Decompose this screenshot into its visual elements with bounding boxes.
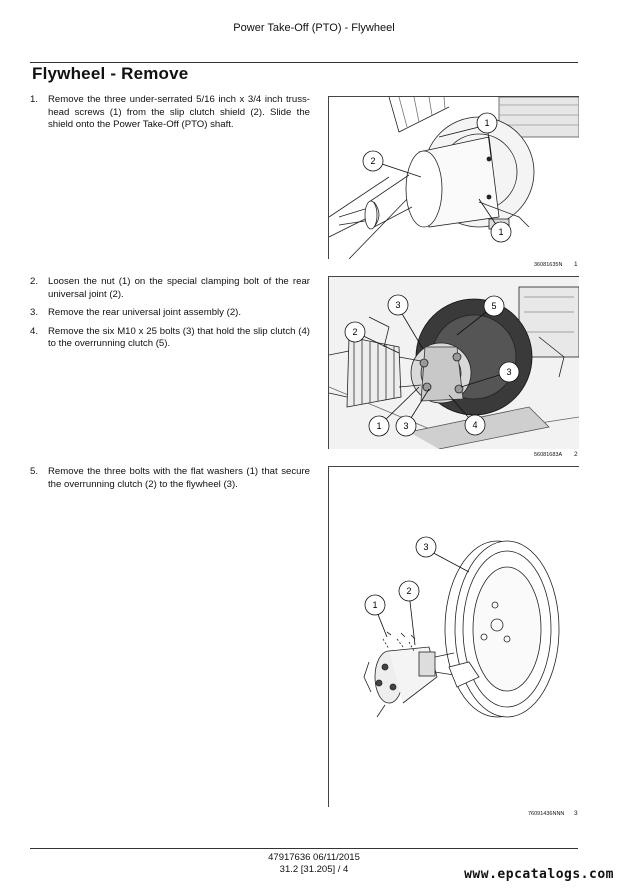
- figure-2-callout: 1: [376, 421, 382, 431]
- step-text: Remove the six M10 x 25 bolts (3) that hold the slip clutch (4) to the overrunning clutch (5).: [48, 325, 310, 349]
- figure-1-number: 1: [574, 261, 578, 268]
- figure-2-number: 2: [574, 451, 578, 458]
- step-text: Remove the three under-serrated 5/16 inch x 3/4 inch truss-head screws (1) from the slip clutch shield (2). Slide the shield onto the Power Take-Off (PTO) shaft.: [48, 94, 310, 130]
- step-group-3: [30, 466, 310, 497]
- figure-1-callout: 1: [484, 118, 490, 128]
- figure-3-callout: 3: [423, 542, 429, 552]
- figure-1-callout: 1: [498, 227, 504, 237]
- footer-doc-ref: 47917636 06/11/2015: [268, 852, 360, 863]
- figure-2: [328, 276, 579, 449]
- step-number: 1.: [30, 94, 39, 105]
- figure-1-callout: 2: [370, 156, 376, 166]
- figure-2-code: 56081683A: [534, 452, 563, 458]
- running-header: Power Take-Off (PTO) - Flywheel: [233, 22, 395, 34]
- watermark: www.epcatalogs.com: [464, 867, 614, 882]
- figure-2-callout: 3: [506, 367, 512, 377]
- header-rule: [30, 62, 578, 63]
- figure-2-callout: 2: [352, 327, 358, 337]
- step-text: Loosen the nut (1) on the special clamping bolt of the rear universal joint (2).: [48, 276, 310, 300]
- step-number: 2.: [30, 276, 39, 287]
- figure-2-callout: 4: [472, 420, 478, 430]
- step-group-1: [30, 94, 310, 138]
- figure-3-callout: 2: [406, 586, 412, 596]
- figure-1-code: 36081635N: [534, 262, 563, 268]
- step-item: [30, 276, 310, 301]
- step-number: 4.: [30, 325, 39, 337]
- step-item: [30, 307, 310, 320]
- footer-rule: [30, 848, 578, 849]
- figure-3-code: 76091436NNN: [528, 811, 565, 817]
- figure-3-illustration: [329, 467, 579, 807]
- figure-1: [328, 96, 579, 259]
- figure-3-callout: 1: [372, 600, 378, 610]
- step-item: [30, 326, 310, 351]
- figure-1-illustration: [329, 97, 579, 259]
- step-number: 5.: [30, 466, 39, 477]
- step-text: Remove the three bolts with the flat washers (1) that secure the overrunning clutch (2) to the flywheel (3).: [48, 466, 310, 490]
- step-item: [30, 466, 310, 491]
- figure-3: [328, 466, 579, 807]
- footer-page-ref: 31.2 [31.205] / 4: [279, 864, 349, 875]
- figure-2-callout: 3: [395, 300, 401, 310]
- figure-2-callout: 5: [491, 301, 497, 311]
- step-number: 3.: [30, 307, 39, 318]
- figure-3-number: 3: [574, 810, 578, 817]
- step-group-2: [30, 276, 310, 357]
- figure-2-callout: 3: [403, 421, 409, 431]
- step-text: Remove the rear universal joint assembly (2).: [48, 307, 242, 318]
- section-title: Flywheel - Remove: [32, 64, 189, 83]
- step-item: [30, 94, 310, 132]
- figure-2-illustration: [329, 277, 579, 449]
